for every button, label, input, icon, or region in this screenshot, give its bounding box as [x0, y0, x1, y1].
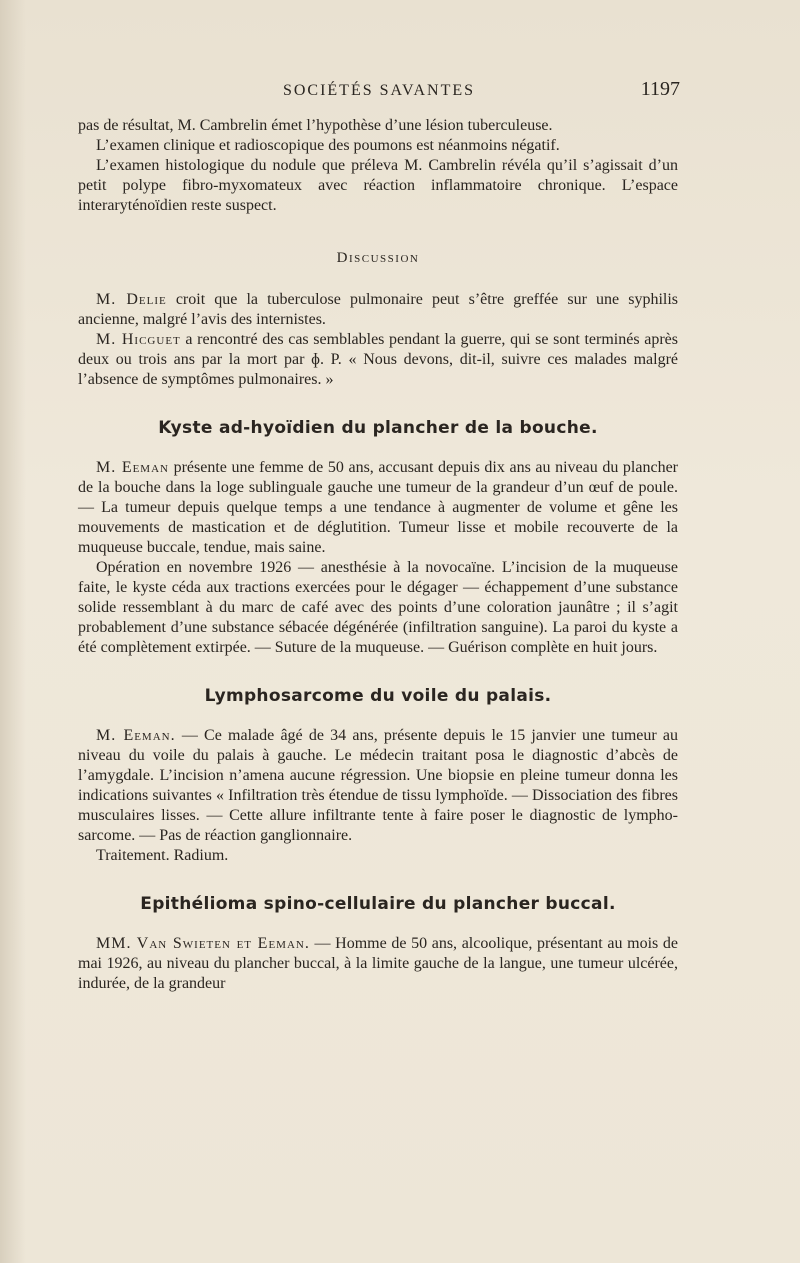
- discussion-heading: Discussion: [336, 250, 420, 266]
- paragraph-text: présente une femme de 50 ans, accusant depuis dix ans au niveau du plancher de la bouche dans la loge sublinguale gauche une tumeur de la grandeur d’un œuf de poule. — La tumeur depuis quelque temps a une tendance à augmenter de volume et gêne les mouvements de mastication et de déglutition. Tumeur lisse et mobile recouverte de la muqueuse buccale, tendue, mais saine.: [78, 459, 678, 556]
- paragraph: [78, 726, 678, 846]
- paragraph: L’examen histologique du nodule que préleva M. Cambrelin révéla qu’il s’agissait d’un petit polype fibro-myxomateux avec réaction inflammatoire chronique. L’espace interaryténoïdien reste suspect.: [78, 157, 678, 214]
- paragraph-text: a rencontré des cas semblables pendant la guerre, qui se sont terminés après deux ou trois ans par la mort par ɸ. P. « Nous devons, dit-il, suivre ces malades malgré l’absence de symptômes pulmonaires. »: [78, 331, 678, 388]
- page-body: [78, 116, 678, 994]
- speaker-name: MM. Van Swieten et Eeman.: [96, 935, 310, 952]
- page-gutter-shadow: [0, 0, 26, 1263]
- case-heading: Kyste ad-hyoïdien du plancher de la bouche.: [158, 418, 598, 438]
- speaker-name: M. Delie: [96, 291, 167, 308]
- case-heading: Lymphosarcome du voile du palais.: [204, 686, 552, 706]
- running-title: SOCIÉTÉS SAVANTES: [282, 82, 476, 99]
- paragraph-text: — Ce malade âgé de 34 ans, présente depuis le 15 janvier une tumeur au niveau du voile du palais à gauche. Le médecin traitant posa le diagnostic d’abcès de l’amygdale. L’incision n’amena aucune régression. Une biopsie en pleine tumeur donna les indications suivantes « Infiltration très étendue de tissu lymphoïde. — Dissociation des fibres musculaires lisses. — Cette allure infiltrante tente à faire poser le diagnostic de lympho-sarcome. — Pas de réaction ganglionnaire.: [78, 727, 679, 844]
- speaker-name: M. Hicguet: [96, 331, 181, 348]
- paragraph-text: — Homme de 50 ans, alcoolique, présentant au mois de mai 1926, au niveau du plancher buccal, à la limite gauche de la langue, une tumeur ulcérée, indurée, de la grandeur: [78, 935, 678, 992]
- speaker-name: M. Eeman.: [96, 727, 176, 744]
- paragraph: Opération en novembre 1926 — anesthésie à la novocaïne. L’incision de la muqueuse faite, le kyste céda aux tractions exercées pour le dégager — échappement d’une substance solide ressemblant à du marc de café avec des points d’une coloration jaunâtre ; il s’agit probablement d’une substance sébacée dégénérée (infiltration sanguine). La paroi du kyste a été complètement extirpée. — Suture de la muqueuse. — Guérison complète en huit jours.: [78, 559, 678, 656]
- paragraph: [78, 290, 678, 330]
- page-number: 1197: [640, 78, 680, 100]
- paragraph: L’examen clinique et radioscopique des poumons est néanmoins négatif.: [96, 137, 560, 154]
- paragraph: pas de résultat, M. Cambrelin émet l’hypothèse d’une lésion tuberculeuse.: [78, 117, 553, 134]
- paragraph-text: croit que la tuberculose pulmonaire peut s’être greffée sur une syphilis ancienne, malgré l’avis des internistes.: [78, 291, 679, 328]
- paragraph: Traitement. Radium.: [96, 847, 229, 864]
- page-header: [78, 80, 680, 106]
- speaker-name: M. Eeman: [96, 459, 169, 476]
- case-heading: Epithélioma spino-cellulaire du plancher buccal.: [140, 894, 616, 914]
- paragraph: [78, 934, 678, 994]
- paragraph: [78, 458, 678, 558]
- paragraph: [78, 330, 678, 390]
